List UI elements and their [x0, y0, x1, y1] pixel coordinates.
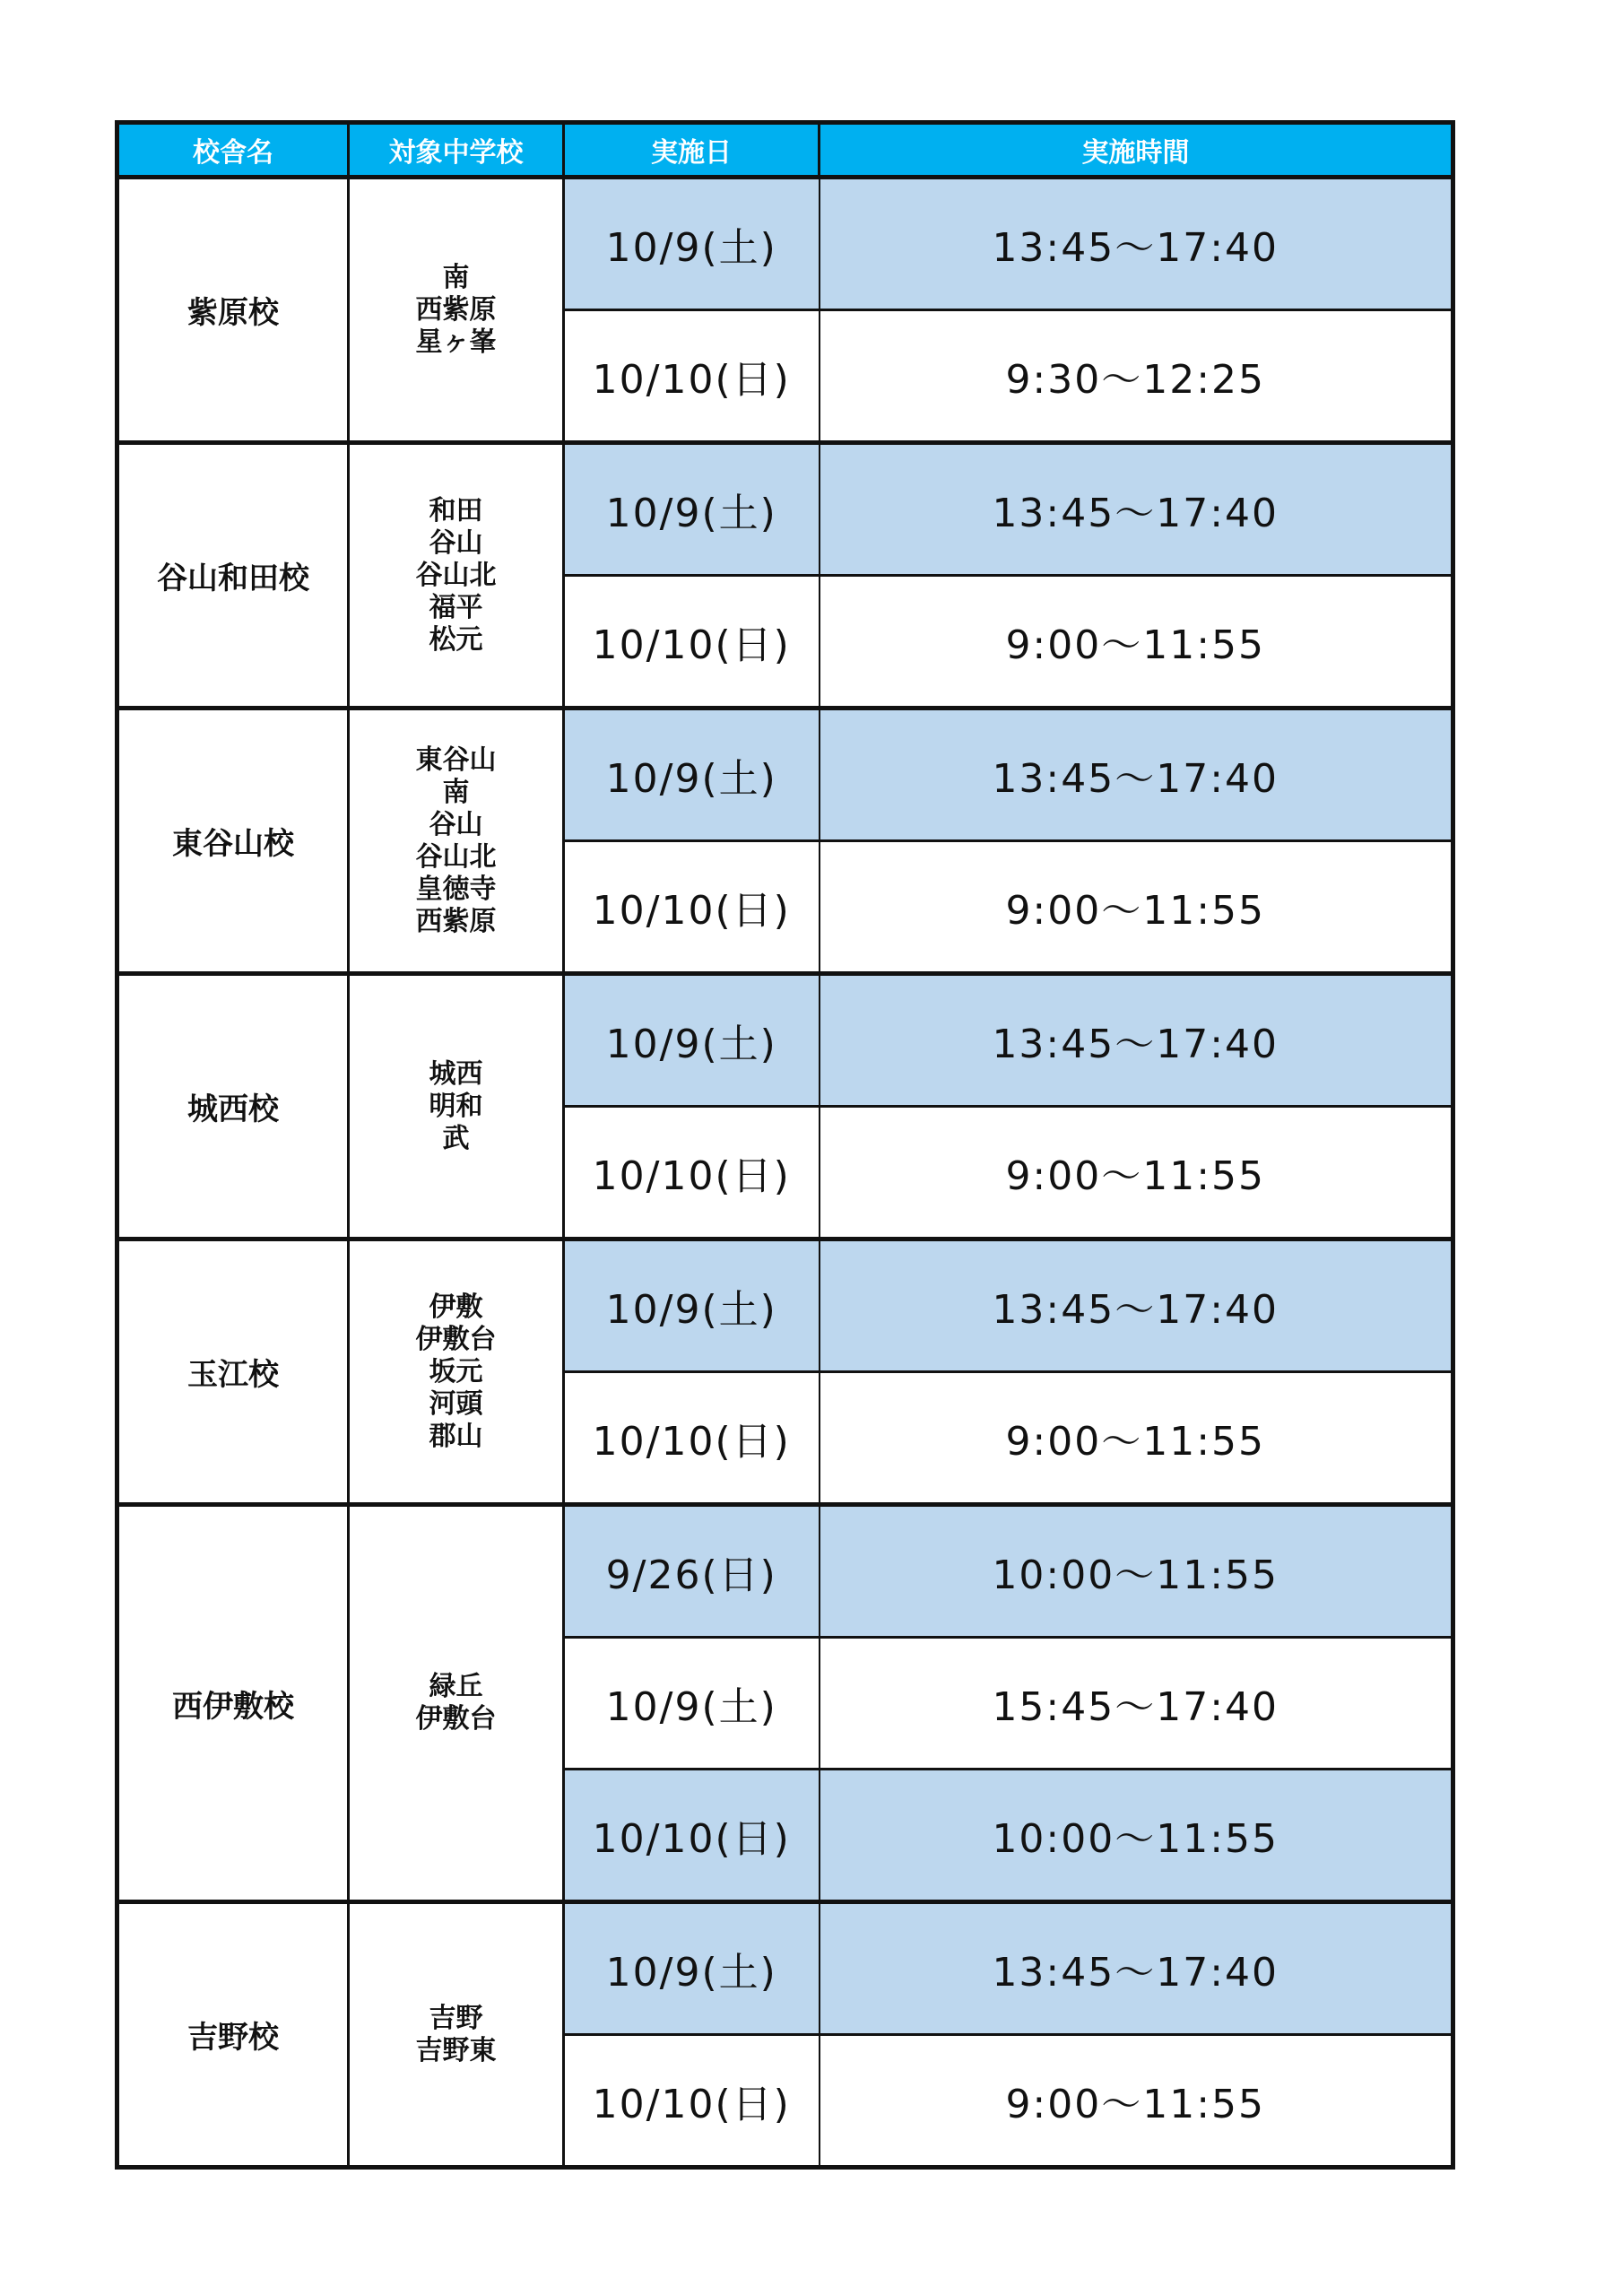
- junior-high-name: 緑丘: [429, 1671, 483, 1702]
- session-date: 10/9(土): [564, 1239, 820, 1372]
- junior-high-name: 坂元: [429, 1355, 483, 1387]
- session-time: 9:00〜11:55: [820, 1372, 1453, 1505]
- junior-high-name: 南: [442, 261, 470, 293]
- junior-high-name: 伊敷: [429, 1291, 483, 1323]
- session-date: 9/26(日): [564, 1505, 820, 1638]
- session-date: 10/10(日): [564, 310, 820, 443]
- junior-high-name: 松元: [429, 623, 483, 656]
- session-date: 10/10(日): [564, 1770, 820, 1902]
- table-row: [117, 709, 1453, 841]
- session-time: 9:00〜11:55: [820, 841, 1453, 974]
- session-time: 9:30〜12:25: [820, 310, 1453, 443]
- table-row: [117, 1902, 1453, 2035]
- session-date: 10/10(日): [564, 1372, 820, 1505]
- junior-high-name: 伊敷台: [415, 1703, 497, 1735]
- session-date: 10/10(日): [564, 841, 820, 974]
- junior-high-name: 吉野: [429, 2002, 483, 2034]
- school-name: 谷山和田校: [117, 443, 349, 709]
- session-date: 10/10(日): [564, 576, 820, 709]
- session-date: 10/10(日): [564, 2035, 820, 2168]
- school-name: 玉江校: [117, 1239, 349, 1505]
- junior-high-name: 吉野東: [415, 2034, 497, 2066]
- junior-high-name: 明和: [429, 1090, 483, 1122]
- header-school: 校舎名: [117, 123, 349, 178]
- session-date: 10/9(土): [564, 1902, 820, 2035]
- junior-high-list: [349, 1239, 564, 1505]
- header-junior-high: 対象中学校: [349, 123, 564, 178]
- session-time: 13:45〜17:40: [820, 1239, 1453, 1372]
- junior-high-name: 和田: [429, 494, 483, 526]
- junior-high-name: 東谷山: [415, 744, 497, 776]
- junior-high-name: 谷山北: [415, 559, 497, 591]
- school-name: 吉野校: [117, 1902, 349, 2168]
- junior-high-name: 谷山: [429, 808, 483, 840]
- session-date: 10/9(土): [564, 709, 820, 841]
- school-name: 西伊敷校: [117, 1505, 349, 1902]
- school-name: 城西校: [117, 974, 349, 1239]
- schedule-table: [115, 120, 1455, 2170]
- junior-high-list: [349, 1505, 564, 1902]
- header-time: 実施時間: [820, 123, 1453, 178]
- session-time: 13:45〜17:40: [820, 709, 1453, 841]
- table-row: [117, 1239, 1453, 1372]
- session-time: 10:00〜11:55: [820, 1505, 1453, 1638]
- session-time: 9:00〜11:55: [820, 1107, 1453, 1239]
- junior-high-name: 皇徳寺: [415, 873, 497, 905]
- header-row: [117, 123, 1453, 178]
- session-time: 15:45〜17:40: [820, 1638, 1453, 1770]
- junior-high-name: 星ヶ峯: [415, 326, 497, 358]
- table-row: [117, 443, 1453, 576]
- junior-high-name: 谷山北: [415, 840, 497, 873]
- junior-high-name: 南: [442, 776, 470, 808]
- session-date: 10/9(土): [564, 1638, 820, 1770]
- session-time: 13:45〜17:40: [820, 178, 1453, 310]
- school-name: 東谷山校: [117, 709, 349, 974]
- junior-high-name: 河頭: [429, 1387, 483, 1420]
- header-date: 実施日: [564, 123, 820, 178]
- session-time: 9:00〜11:55: [820, 2035, 1453, 2168]
- junior-high-name: 西紫原: [415, 905, 497, 937]
- school-name: 紫原校: [117, 178, 349, 443]
- junior-high-list: [349, 178, 564, 443]
- junior-high-list: [349, 1902, 564, 2168]
- table-row: [117, 1505, 1453, 1638]
- junior-high-name: 伊敷台: [415, 1323, 497, 1355]
- junior-high-name: 福平: [429, 591, 483, 623]
- junior-high-name: 西紫原: [415, 293, 497, 326]
- session-date: 10/10(日): [564, 1107, 820, 1239]
- schedule-body: [117, 178, 1453, 2168]
- junior-high-name: 武: [442, 1122, 470, 1154]
- junior-high-list: [349, 974, 564, 1239]
- junior-high-name: 郡山: [429, 1420, 483, 1452]
- table-row: [117, 178, 1453, 310]
- session-time: 13:45〜17:40: [820, 443, 1453, 576]
- session-time: 13:45〜17:40: [820, 974, 1453, 1107]
- table-row: [117, 974, 1453, 1107]
- junior-high-name: 谷山: [429, 526, 483, 559]
- session-date: 10/9(土): [564, 974, 820, 1107]
- junior-high-name: 城西: [429, 1057, 483, 1090]
- session-time: 10:00〜11:55: [820, 1770, 1453, 1902]
- session-time: 13:45〜17:40: [820, 1902, 1453, 2035]
- junior-high-list: [349, 443, 564, 709]
- session-date: 10/9(土): [564, 443, 820, 576]
- session-date: 10/9(土): [564, 178, 820, 310]
- session-time: 9:00〜11:55: [820, 576, 1453, 709]
- junior-high-list: [349, 709, 564, 974]
